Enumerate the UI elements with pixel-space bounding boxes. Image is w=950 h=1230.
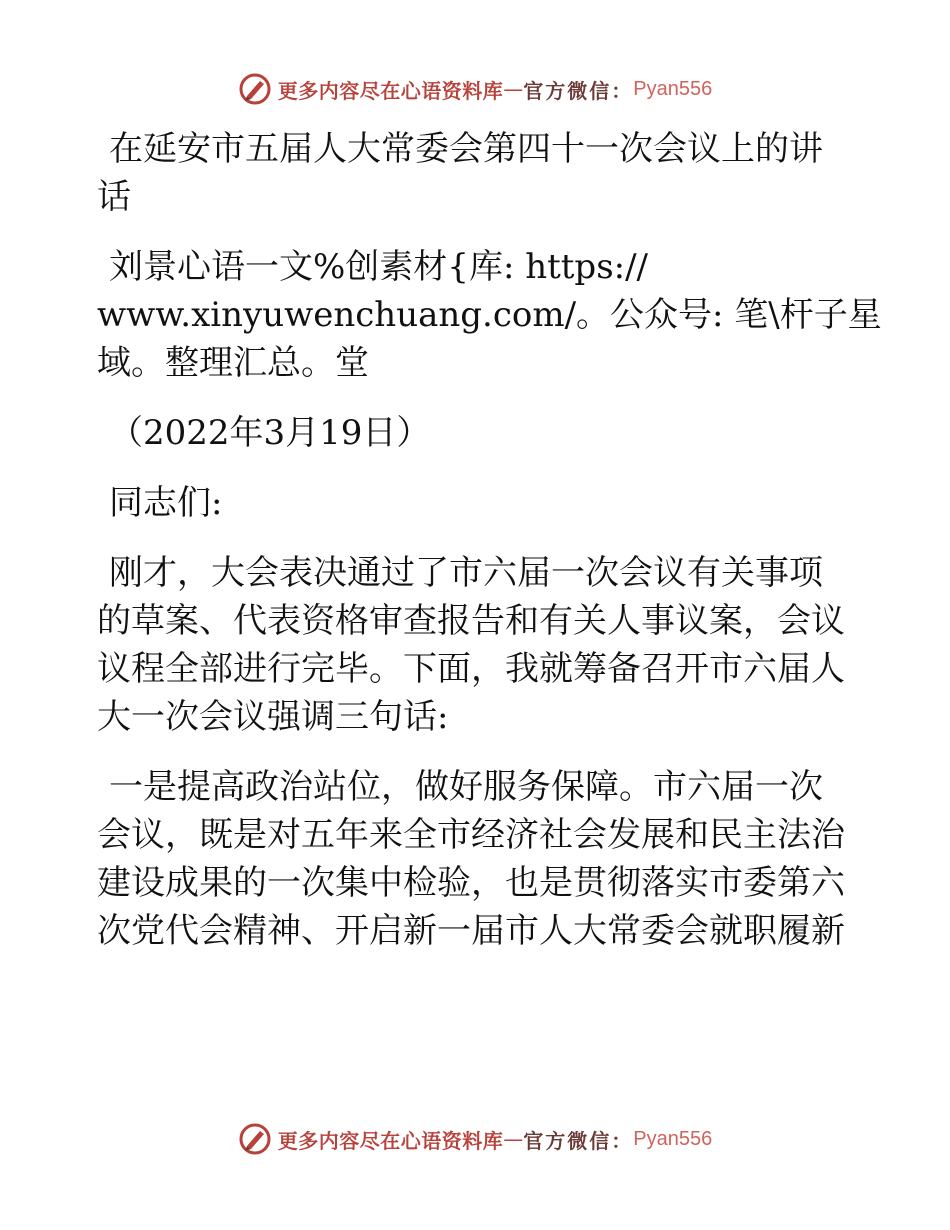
footer-banner (0, 1122, 950, 1156)
paragraph-2 (97, 763, 857, 955)
source-line: www.xinyuwenchuang.com/。公众号: 笔\杆子星 (97, 295, 882, 335)
salutation (97, 479, 857, 527)
banner-wechat-id: Pyan556 (633, 77, 713, 100)
paragraph-line: 一是提高政治站位，做好服务保障。市六届一次 (109, 767, 823, 807)
banner-text: 更多内容尽在心语资料库 (277, 1128, 504, 1153)
source-line: 域。整理汇总。堂 (97, 343, 369, 383)
banner-dash: — (503, 1127, 524, 1151)
paragraph-line: 建设成果的一次集中检验，也是贯彻落实市委第六 (97, 863, 845, 903)
pen-logo-icon (238, 72, 272, 106)
banner-wechat-id: Pyan556 (633, 1127, 713, 1150)
pen-logo-icon (238, 1122, 272, 1156)
paragraph-line: 议程全部进行完毕。下面，我就筹备召开市六届人 (97, 649, 845, 689)
document-body (97, 125, 882, 977)
paragraph-line: 会议，既是对五年来全市经济社会发展和民主法治 (97, 815, 845, 855)
paragraph-line: 刚才，大会表决通过了市六届一次会议有关事项 (109, 553, 823, 593)
title-line: 话 (97, 177, 131, 217)
paragraph-1 (97, 549, 857, 741)
paragraph-line: 次党代会精神、开启新一届市人大常委会就职履新 (97, 911, 845, 951)
title-line: 在延安市五届人大常委会第四十一次会议上的讲 (109, 129, 823, 169)
source-line: 刘景心语一文%创素材{库: https:// (109, 247, 649, 287)
date-line: （2022年3月19日） (109, 413, 431, 453)
banner-wechat-label: 官方微信： (523, 1128, 634, 1153)
salutation-line: 同志们: (109, 483, 223, 523)
banner-wechat-label: 官方微信： (523, 78, 634, 103)
speech-date (97, 409, 857, 457)
document-title (97, 125, 857, 221)
header-banner (0, 72, 950, 106)
banner-text: 更多内容尽在心语资料库 (277, 78, 504, 103)
paragraph-line: 的草案、代表资格审查报告和有关人事议案，会议 (97, 601, 845, 641)
banner-dash: — (503, 77, 524, 101)
source-note (97, 243, 882, 387)
paragraph-line: 大一次会议强调三句话: (97, 697, 449, 737)
